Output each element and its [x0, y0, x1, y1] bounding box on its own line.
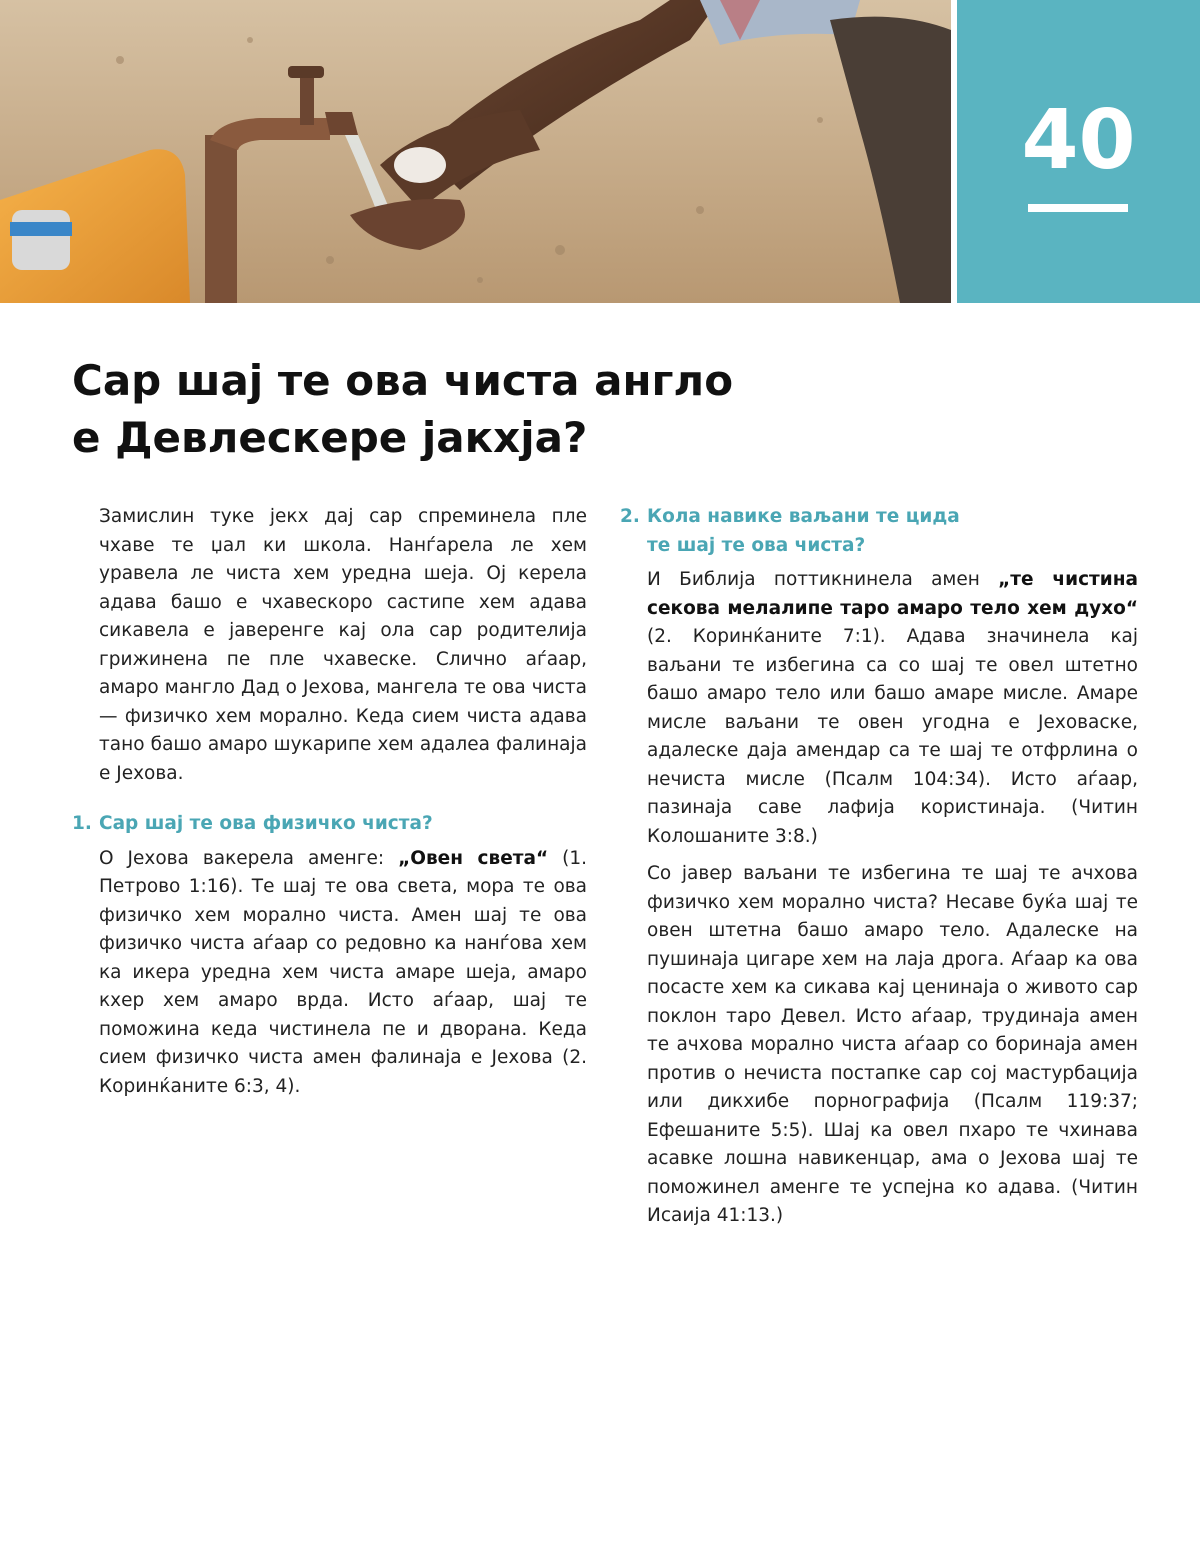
question-2-text: [647, 503, 960, 560]
q1-text-before: О Јехова вакерела аменге:: [99, 847, 399, 869]
intro-paragraph: Замислин туке јекх дај сар спреминела пле чхаве те џал ки школа. Нанѓарела ле хем уравела ле чиста хем уредна шеја. Ој керела адава башо е чхавескоро састипе хем адава сикавела е јаверенге кај ола сар родителија грижинена пе пле чхавеске. Слично аѓаар, амаро мангло Дад о Јехова, мангела те ова чиста — физичко хем морално. Кеда сием чиста адава тано башо амаро шукарипе хем адалеа фалинаја е Јехова.: [99, 506, 587, 784]
question-1-paragraph: [72, 845, 587, 1102]
q2-text-after: (2. Коринќаните 7:1). Адава значинела кај ваљани те избегина са со шај те овел штетно башо амаро тело или башо амаре мисле. Амаре мисле ваљани те овен угодна е Јеховаске, адалеске даја амендар са те шај те отфрлина о нечиста мисле (Псалм 104:34). Исто аѓаар, пазинаја саве лафија користинаја. (Читин Колошаните 3:8.): [647, 626, 1138, 847]
q2-bold-quote: „те чистина секова мелалипе таро амаро тело хем духо“: [647, 569, 1138, 619]
question-1-heading: [72, 810, 587, 839]
left-column: [72, 503, 587, 1110]
lesson-number-underline: [1028, 204, 1128, 212]
lesson-number-badge: [957, 0, 1200, 303]
question-1-text: Сар шај те ова физичко чиста?: [99, 813, 433, 834]
q2-text-before: И Библија поттикнинела амен: [647, 569, 999, 590]
q1-bold-quote: „Овен света“: [398, 847, 549, 869]
title-line-1: Сар шај те ова чиста англо: [72, 356, 734, 405]
question-2-paragraph-1: [620, 566, 1138, 851]
question-2-line-2: те шај те ова чиста?: [647, 534, 866, 556]
right-column: [620, 503, 1138, 1240]
question-2-number: 2.: [620, 506, 640, 527]
question-2-heading: [620, 503, 1138, 560]
hands-washing-illustration: [0, 0, 951, 303]
title-line-2: е Девлескере јакхја?: [72, 413, 588, 462]
question-1-number: 1.: [72, 813, 92, 834]
lesson-number: 40: [1021, 93, 1136, 188]
hero-photo: [0, 0, 951, 303]
q1-text-after: (1. Петрово 1:16). Те шај те ова света, мора те ова физичко хем морално чиста. Амен шај те ова физичко чиста аѓаар со редовно ка нанѓова хем ка икера уредна хем чиста амаре шеја, амаро кхер хем амаро врда. Исто аѓаар, шај те поможина кеда чистинела пе и дворана. Кеда сием физичко чиста амен фалинаја е Јехова (2. Коринќаните 6:3, 4).: [99, 847, 588, 1097]
question-2-paragraph-2: Со јавер ваљани те избегина те шај те ачхова физичко хем морално чиста? Несаве буќа шај те овен штетна башо амаро тело. Адалеске на пушинаја цигаре хем на лаја дрога. Аѓаар ка ова посасте хем ка сикава кај ценинаја о живото сар поклон таро Девел. Исто аѓаар, трудинаја амен те ачхова морално чиста аѓаар со боринаја амен против о нечиста постапке сар сој мастурбација или дикхибе порнографија (Псалм 119:37; Ефешаните 5:5). Шај ка овел пхаро те чхинава асавке лошна навикенцар, ама о Јехова шај те поможинел аменге те успејна ко адава. (Читин Исаија 41:13.): [647, 863, 1138, 1226]
page-title: [72, 352, 912, 466]
question-2-line-1: Кола навике ваљани те цида: [647, 506, 960, 527]
